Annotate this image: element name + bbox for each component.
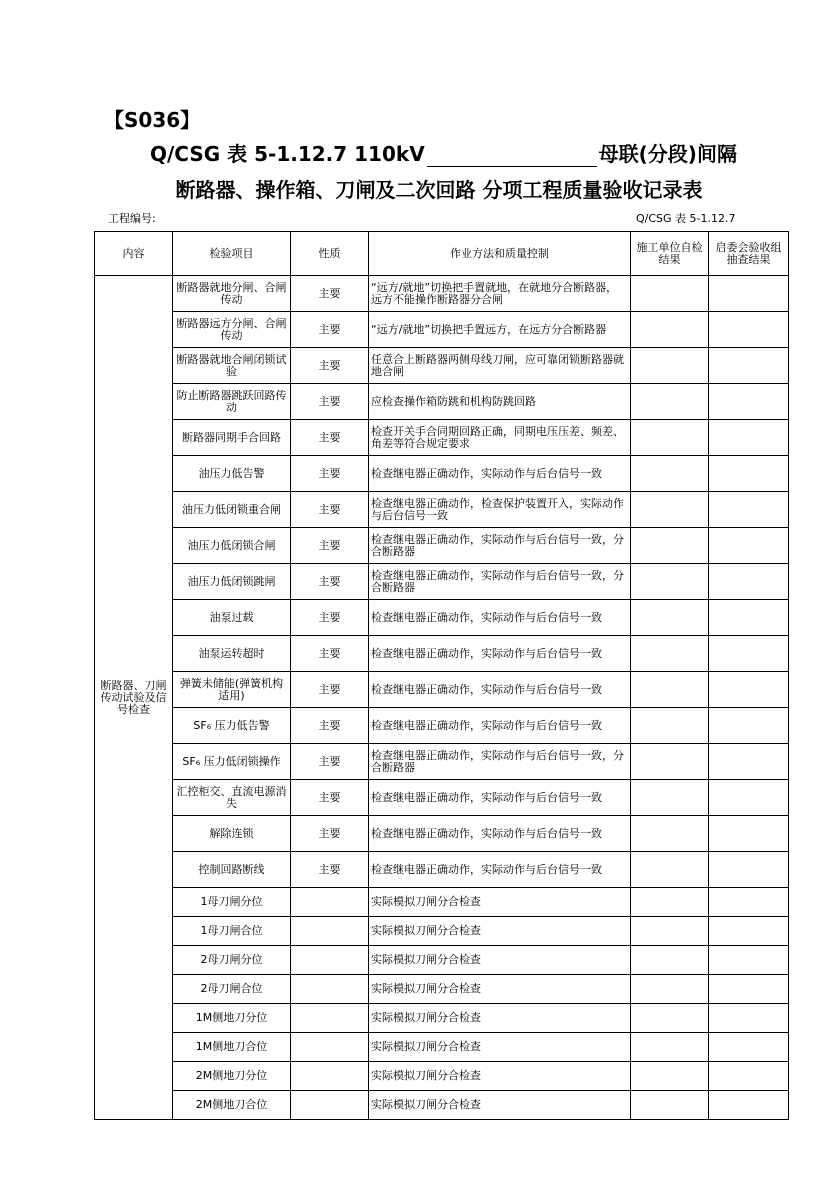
header-spot-check: 启委会验收组抽查结果 xyxy=(709,232,789,276)
nature-cell: 主要 xyxy=(291,276,369,312)
self-check-cell[interactable] xyxy=(631,276,709,312)
item-cell: 弹簧未储能(弹簧机构适用) xyxy=(173,672,291,708)
table-row xyxy=(95,708,789,744)
item-cell: SF₆ 压力低闭锁操作 xyxy=(173,744,291,780)
method-cell: 检查开关手合同期回路正确，同期电压压差、频差、角差等符合规定要求 xyxy=(369,420,631,456)
spot-check-cell[interactable] xyxy=(709,708,789,744)
table-row xyxy=(95,600,789,636)
nature-cell xyxy=(291,1033,369,1062)
spot-check-cell[interactable] xyxy=(709,1062,789,1091)
title-prefix: Q/CSG 表 5-1.12.7 110kV xyxy=(150,142,425,166)
nature-cell: 主要 xyxy=(291,816,369,852)
item-cell: 2M侧地刀合位 xyxy=(173,1091,291,1120)
method-cell: 任意合上断路器两侧母线刀闸，应可靠闭锁断路器就地合闸 xyxy=(369,348,631,384)
table-row xyxy=(95,917,789,946)
item-cell: 断路器就地分闸、合闸传动 xyxy=(173,276,291,312)
title-line-1 xyxy=(150,138,737,167)
table-row xyxy=(95,816,789,852)
method-cell: 检查继电器正确动作，实际动作与后台信号一致，分合断路器 xyxy=(369,564,631,600)
method-cell: 检查继电器正确动作，实际动作与后台信号一致，分合断路器 xyxy=(369,744,631,780)
nature-cell: 主要 xyxy=(291,780,369,816)
spot-check-cell[interactable] xyxy=(709,1091,789,1120)
item-cell: 1M侧地刀合位 xyxy=(173,1033,291,1062)
spot-check-cell[interactable] xyxy=(709,384,789,420)
spot-check-cell[interactable] xyxy=(709,816,789,852)
self-check-cell[interactable] xyxy=(631,946,709,975)
spot-check-cell[interactable] xyxy=(709,456,789,492)
table-row xyxy=(95,744,789,780)
table-row xyxy=(95,276,789,312)
item-cell: 2母刀闸合位 xyxy=(173,975,291,1004)
nature-cell: 主要 xyxy=(291,420,369,456)
self-check-cell[interactable] xyxy=(631,1033,709,1062)
item-cell: 断路器远方分闸、合闸传动 xyxy=(173,312,291,348)
method-cell: 实际模拟刀闸分合检查 xyxy=(369,917,631,946)
self-check-cell[interactable] xyxy=(631,528,709,564)
header-nature: 性质 xyxy=(291,232,369,276)
spot-check-cell[interactable] xyxy=(709,564,789,600)
self-check-cell[interactable] xyxy=(631,816,709,852)
nature-cell: 主要 xyxy=(291,384,369,420)
nature-cell: 主要 xyxy=(291,456,369,492)
nature-cell: 主要 xyxy=(291,852,369,888)
spot-check-cell[interactable] xyxy=(709,492,789,528)
table-row xyxy=(95,1062,789,1091)
item-cell: 1母刀闸合位 xyxy=(173,917,291,946)
inspection-table xyxy=(94,231,789,1120)
item-cell: 防止断路器跳跃回路传动 xyxy=(173,384,291,420)
nature-cell: 主要 xyxy=(291,564,369,600)
method-cell: 实际模拟刀闸分合检查 xyxy=(369,1091,631,1120)
item-cell: 油泵过载 xyxy=(173,600,291,636)
method-cell: “远方/就地”切换把手置就地，在就地分合断路器，远方不能操作断路器分合闸 xyxy=(369,276,631,312)
item-cell: SF₆ 压力低告警 xyxy=(173,708,291,744)
table-row xyxy=(95,946,789,975)
method-cell: 实际模拟刀闸分合检查 xyxy=(369,1062,631,1091)
spot-check-cell[interactable] xyxy=(709,672,789,708)
nature-cell xyxy=(291,946,369,975)
spot-check-cell[interactable] xyxy=(709,636,789,672)
self-check-cell[interactable] xyxy=(631,636,709,672)
table-row xyxy=(95,348,789,384)
self-check-cell[interactable] xyxy=(631,672,709,708)
nature-cell xyxy=(291,1091,369,1120)
item-cell: 断路器同期手合回路 xyxy=(173,420,291,456)
table-row xyxy=(95,780,789,816)
spot-check-cell[interactable] xyxy=(709,528,789,564)
spot-check-cell[interactable] xyxy=(709,1004,789,1033)
form-number: Q/CSG 表 5-1.12.7 xyxy=(636,212,736,225)
nature-cell: 主要 xyxy=(291,744,369,780)
item-cell: 汇控柜交、直流电源消失 xyxy=(173,780,291,816)
spot-check-cell[interactable] xyxy=(709,348,789,384)
item-cell: 油压力低告警 xyxy=(173,456,291,492)
self-check-cell[interactable] xyxy=(631,744,709,780)
nature-cell xyxy=(291,1004,369,1033)
method-cell: 检查继电器正确动作，实际动作与后台信号一致 xyxy=(369,600,631,636)
spot-check-cell[interactable] xyxy=(709,946,789,975)
spot-check-cell[interactable] xyxy=(709,1033,789,1062)
table-row xyxy=(95,636,789,672)
self-check-cell[interactable] xyxy=(631,888,709,917)
nature-cell: 主要 xyxy=(291,636,369,672)
group-label: 断路器、刀闸传动试验及信号检查 xyxy=(95,276,173,1120)
nature-cell: 主要 xyxy=(291,672,369,708)
form-code: 【S036】 xyxy=(104,108,201,132)
method-cell: 检查继电器正确动作，实际动作与后台信号一致 xyxy=(369,456,631,492)
method-cell: 检查继电器正确动作，实际动作与后台信号一致 xyxy=(369,636,631,672)
method-cell: 实际模拟刀闸分合检查 xyxy=(369,1004,631,1033)
table-row xyxy=(95,1004,789,1033)
method-cell: 检查继电器正确动作，实际动作与后台信号一致 xyxy=(369,852,631,888)
nature-cell: 主要 xyxy=(291,492,369,528)
self-check-cell[interactable] xyxy=(631,780,709,816)
spot-check-cell[interactable] xyxy=(709,312,789,348)
self-check-cell[interactable] xyxy=(631,420,709,456)
table-row xyxy=(95,492,789,528)
spot-check-cell[interactable] xyxy=(709,420,789,456)
self-check-cell[interactable] xyxy=(631,564,709,600)
item-cell: 油压力低闭锁跳闸 xyxy=(173,564,291,600)
self-check-cell[interactable] xyxy=(631,312,709,348)
self-check-cell[interactable] xyxy=(631,384,709,420)
item-cell: 2M侧地刀分位 xyxy=(173,1062,291,1091)
nature-cell xyxy=(291,1062,369,1091)
item-cell: 1母刀闸分位 xyxy=(173,888,291,917)
header-item: 检验项目 xyxy=(173,232,291,276)
self-check-cell[interactable] xyxy=(631,917,709,946)
table-header-row xyxy=(95,232,789,276)
title-suffix: 母联(分段)间隔 xyxy=(598,142,737,166)
self-check-cell[interactable] xyxy=(631,1004,709,1033)
item-cell: 断路器就地合闸闭锁试验 xyxy=(173,348,291,384)
method-cell: 检查继电器正确动作，实际动作与后台信号一致 xyxy=(369,672,631,708)
spot-check-cell[interactable] xyxy=(709,917,789,946)
header-method: 作业方法和质量控制 xyxy=(369,232,631,276)
self-check-cell[interactable] xyxy=(631,975,709,1004)
table-row xyxy=(95,564,789,600)
nature-cell xyxy=(291,975,369,1004)
spot-check-cell[interactable] xyxy=(709,276,789,312)
nature-cell: 主要 xyxy=(291,312,369,348)
method-cell: “远方/就地”切换把手置远方，在远方分合断路器 xyxy=(369,312,631,348)
method-cell: 实际模拟刀闸分合检查 xyxy=(369,1033,631,1062)
nature-cell xyxy=(291,917,369,946)
method-cell: 实际模拟刀闸分合检查 xyxy=(369,888,631,917)
self-check-cell[interactable] xyxy=(631,492,709,528)
item-cell: 油压力低闭锁合闸 xyxy=(173,528,291,564)
self-check-cell[interactable] xyxy=(631,456,709,492)
self-check-cell[interactable] xyxy=(631,852,709,888)
spot-check-cell[interactable] xyxy=(709,744,789,780)
table-row xyxy=(95,528,789,564)
nature-cell: 主要 xyxy=(291,600,369,636)
method-cell: 检查继电器正确动作，实际动作与后台信号一致，分合断路器 xyxy=(369,528,631,564)
header-content: 内容 xyxy=(95,232,173,276)
self-check-cell[interactable] xyxy=(631,600,709,636)
spot-check-cell[interactable] xyxy=(709,975,789,1004)
table-row xyxy=(95,456,789,492)
table-row xyxy=(95,1033,789,1062)
item-cell: 解除连锁 xyxy=(173,816,291,852)
spot-check-cell[interactable] xyxy=(709,780,789,816)
table-row xyxy=(95,852,789,888)
method-cell: 检查继电器正确动作，实际动作与后台信号一致 xyxy=(369,816,631,852)
item-cell: 油压力低闭锁重合闸 xyxy=(173,492,291,528)
table-row xyxy=(95,384,789,420)
table-body xyxy=(95,276,789,1120)
project-no-label: 工程编号: xyxy=(108,212,156,225)
nature-cell xyxy=(291,888,369,917)
self-check-cell[interactable] xyxy=(631,1091,709,1120)
self-check-cell[interactable] xyxy=(631,348,709,384)
self-check-cell[interactable] xyxy=(631,1062,709,1091)
table-row xyxy=(95,672,789,708)
method-cell: 实际模拟刀闸分合检查 xyxy=(369,946,631,975)
method-cell: 应检查操作箱防跳和机构防跳回路 xyxy=(369,384,631,420)
title-blank-field[interactable] xyxy=(427,144,597,167)
spot-check-cell[interactable] xyxy=(709,852,789,888)
table-row xyxy=(95,420,789,456)
nature-cell: 主要 xyxy=(291,708,369,744)
spot-check-cell[interactable] xyxy=(709,888,789,917)
table-row xyxy=(95,888,789,917)
self-check-cell[interactable] xyxy=(631,708,709,744)
item-cell: 油泵运转超时 xyxy=(173,636,291,672)
spot-check-cell[interactable] xyxy=(709,600,789,636)
nature-cell: 主要 xyxy=(291,348,369,384)
item-cell: 2母刀闸分位 xyxy=(173,946,291,975)
table-row xyxy=(95,975,789,1004)
item-cell: 控制回路断线 xyxy=(173,852,291,888)
method-cell: 检查继电器正确动作，实际动作与后台信号一致 xyxy=(369,708,631,744)
title-line-2: 断路器、操作箱、刀闸及二次回路 分项工程质量验收记录表 xyxy=(175,178,703,202)
table-row xyxy=(95,1091,789,1120)
method-cell: 实际模拟刀闸分合检查 xyxy=(369,975,631,1004)
table-row xyxy=(95,312,789,348)
method-cell: 检查继电器正确动作，实际动作与后台信号一致 xyxy=(369,780,631,816)
header-self-check: 施工单位自检结果 xyxy=(631,232,709,276)
item-cell: 1M侧地刀分位 xyxy=(173,1004,291,1033)
nature-cell: 主要 xyxy=(291,528,369,564)
method-cell: 检查继电器正确动作，检查保护装置开入，实际动作与后台信号一致 xyxy=(369,492,631,528)
